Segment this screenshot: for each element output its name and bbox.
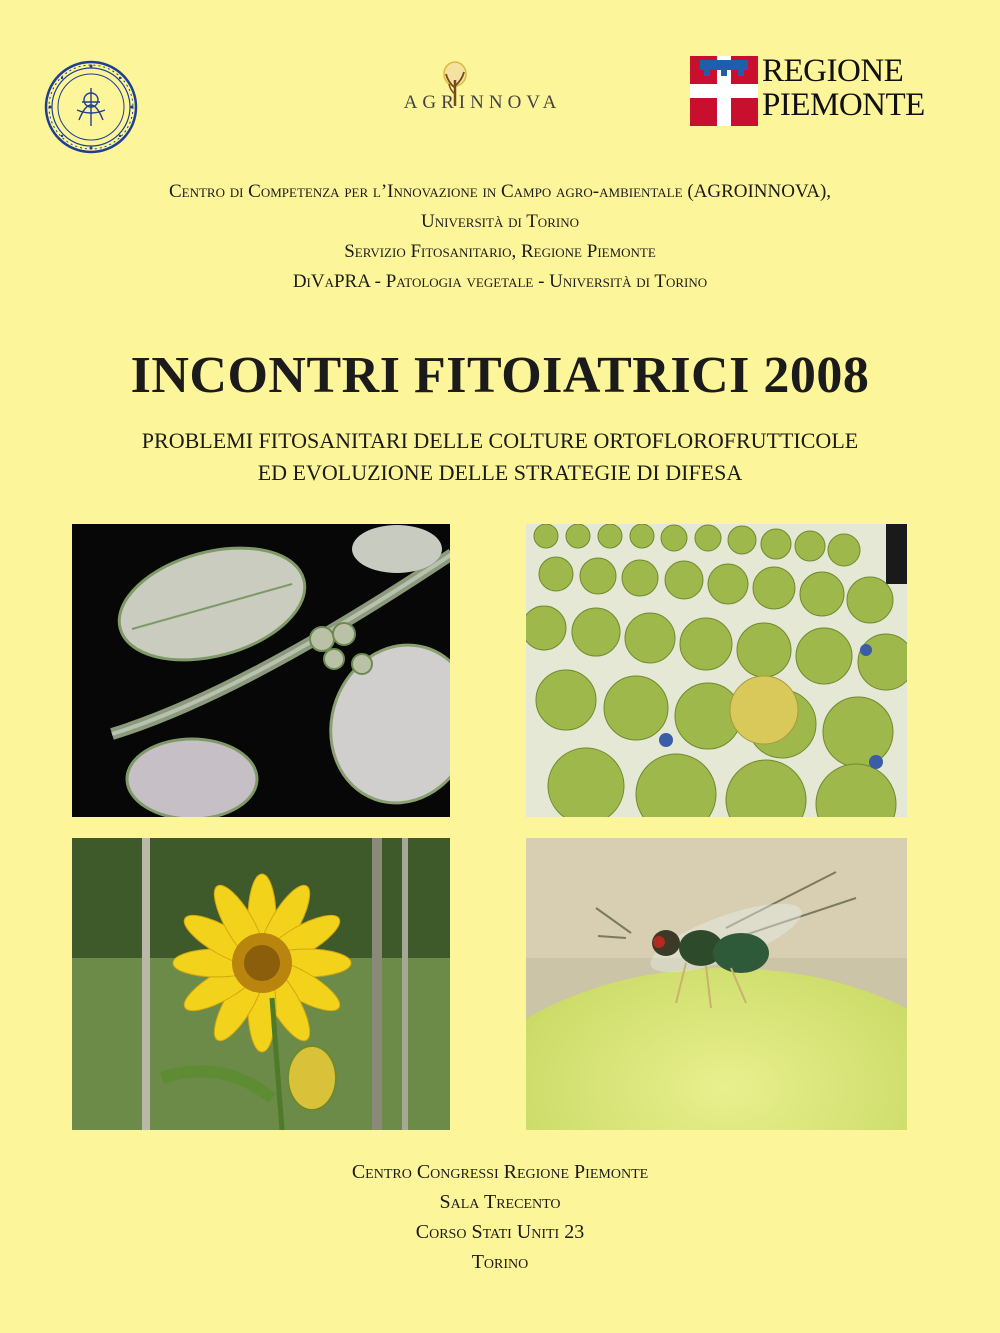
- regione-piemonte-wordmark: REGIONE PIEMONTE: [762, 53, 925, 123]
- venue-info: [0, 1157, 1000, 1277]
- regione-piemonte-logo: [690, 53, 930, 126]
- main-title: INCONTRI FITOIATRICI 2008: [130, 347, 870, 404]
- institution-line: Servizio Fitosanitario, Regione Piemonte: [344, 241, 656, 262]
- institution-line: DiVaPRA - Patologia vegetale - Università di Torino: [292, 271, 708, 292]
- agroinnova-logo: [370, 60, 595, 122]
- subtitle-line: ED EVOLUZIONE DELLE STRATEGIE DI DIFESA: [257, 460, 743, 485]
- university-seal-icon: [44, 60, 138, 154]
- leaf-photo: [72, 524, 450, 817]
- venue-line: Sala Trecento: [439, 1191, 561, 1213]
- subtitle-line: PROBLEMI FITOSANITARI DELLE COLTURE ORTOFLOROFRUTTICOLE: [141, 428, 859, 453]
- agroinnova-wordmark: AGRINNOVA: [403, 92, 562, 113]
- venue-line: Corso Stati Uniti 23: [415, 1221, 585, 1243]
- institutions-list: [30, 177, 970, 297]
- insect-photo: [526, 838, 907, 1130]
- subtitle: [0, 425, 1000, 489]
- flower-photo: [72, 838, 450, 1130]
- institution-line: Università di Torino: [421, 211, 579, 232]
- apples-photo: [526, 524, 907, 817]
- venue-line: Centro Congressi Regione Piemonte: [351, 1161, 649, 1183]
- venue-line: Torino: [471, 1251, 529, 1273]
- regione-piemonte-flag-icon: [690, 56, 758, 126]
- university-seal-logo: [44, 60, 138, 154]
- institution-line: Centro di Competenza per l’Innovazione in Campo agro-ambientale (AGROINNOVA),: [168, 181, 832, 202]
